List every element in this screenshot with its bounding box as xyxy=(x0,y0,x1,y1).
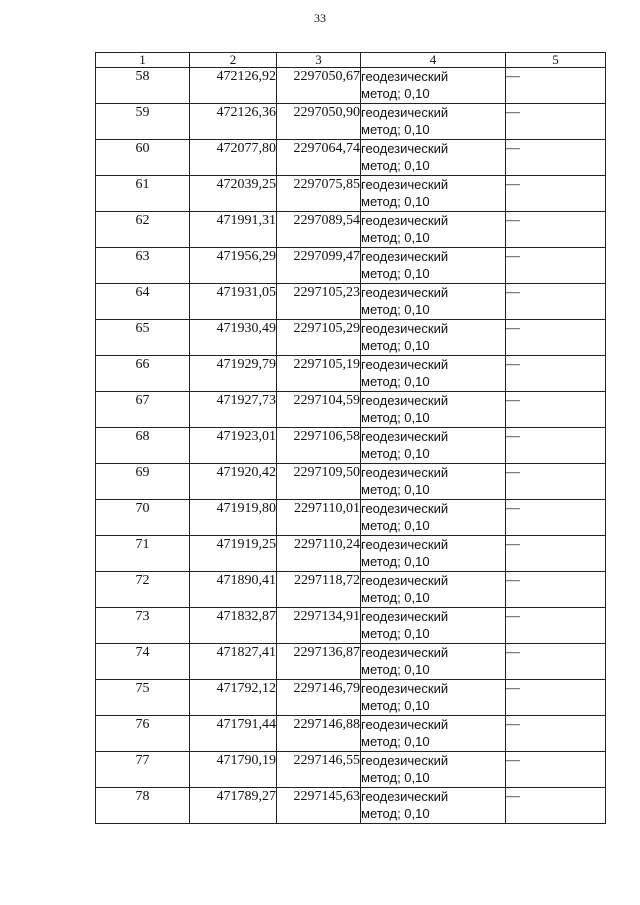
method-line-2: метод; 0,10 xyxy=(361,554,430,569)
table-row xyxy=(96,248,606,284)
table-row xyxy=(96,104,606,140)
table-row xyxy=(96,284,606,320)
x-coordinate-cell: 471791,44 xyxy=(190,716,277,752)
method-line-1: геодезический xyxy=(361,465,449,480)
point-number-cell: 63 xyxy=(96,248,190,284)
point-number-cell: 68 xyxy=(96,428,190,464)
y-coordinate-cell: 2297136,87 xyxy=(277,644,361,680)
method-line-1: геодезический xyxy=(361,69,449,84)
method-line-2: метод; 0,10 xyxy=(361,698,430,713)
note-cell: — xyxy=(506,464,606,500)
x-coordinate-cell: 471956,29 xyxy=(190,248,277,284)
y-coordinate-cell: 2297118,72 xyxy=(277,572,361,608)
note-cell: — xyxy=(506,680,606,716)
method-cell xyxy=(361,608,506,644)
y-coordinate-cell: 2297075,85 xyxy=(277,176,361,212)
method-line-1: геодезический xyxy=(361,717,449,732)
method-cell xyxy=(361,140,506,176)
note-cell: — xyxy=(506,284,606,320)
table-row xyxy=(96,176,606,212)
table-row xyxy=(96,572,606,608)
point-number-cell: 69 xyxy=(96,464,190,500)
y-coordinate-cell: 2297146,79 xyxy=(277,680,361,716)
method-cell xyxy=(361,572,506,608)
table-row xyxy=(96,140,606,176)
x-coordinate-cell: 471930,49 xyxy=(190,320,277,356)
method-line-1: геодезический xyxy=(361,573,449,588)
method-line-1: геодезический xyxy=(361,429,449,444)
y-coordinate-cell: 2297134,91 xyxy=(277,608,361,644)
y-coordinate-cell: 2297146,88 xyxy=(277,716,361,752)
table-row xyxy=(96,320,606,356)
table-row xyxy=(96,608,606,644)
point-number-cell: 74 xyxy=(96,644,190,680)
method-cell xyxy=(361,248,506,284)
method-cell xyxy=(361,788,506,824)
header-cell-5: 5 xyxy=(506,53,606,68)
point-number-cell: 67 xyxy=(96,392,190,428)
method-cell xyxy=(361,644,506,680)
y-coordinate-cell: 2297089,54 xyxy=(277,212,361,248)
method-line-2: метод; 0,10 xyxy=(361,122,430,137)
method-line-2: метод; 0,10 xyxy=(361,446,430,461)
y-coordinate-cell: 2297106,58 xyxy=(277,428,361,464)
point-number-cell: 65 xyxy=(96,320,190,356)
table-row xyxy=(96,788,606,824)
method-line-2: метод; 0,10 xyxy=(361,734,430,749)
point-number-cell: 71 xyxy=(96,536,190,572)
method-line-2: метод; 0,10 xyxy=(361,806,430,821)
method-line-2: метод; 0,10 xyxy=(361,410,430,425)
method-line-2: метод; 0,10 xyxy=(361,302,430,317)
note-cell: — xyxy=(506,536,606,572)
method-cell xyxy=(361,104,506,140)
y-coordinate-cell: 2297105,19 xyxy=(277,356,361,392)
point-number-cell: 77 xyxy=(96,752,190,788)
x-coordinate-cell: 471927,73 xyxy=(190,392,277,428)
x-coordinate-cell: 471890,41 xyxy=(190,572,277,608)
method-line-2: метод; 0,10 xyxy=(361,230,430,245)
method-cell xyxy=(361,536,506,572)
point-number-cell: 70 xyxy=(96,500,190,536)
x-coordinate-cell: 472077,80 xyxy=(190,140,277,176)
method-line-2: метод; 0,10 xyxy=(361,518,430,533)
method-line-1: геодезический xyxy=(361,609,449,624)
x-coordinate-cell: 471832,87 xyxy=(190,608,277,644)
note-cell: — xyxy=(506,428,606,464)
header-row xyxy=(96,53,606,68)
note-cell: — xyxy=(506,392,606,428)
x-coordinate-cell: 472126,92 xyxy=(190,68,277,104)
method-cell xyxy=(361,464,506,500)
point-number-cell: 64 xyxy=(96,284,190,320)
method-line-1: геодезический xyxy=(361,249,449,264)
y-coordinate-cell: 2297064,74 xyxy=(277,140,361,176)
table-row xyxy=(96,716,606,752)
table-row xyxy=(96,464,606,500)
note-cell: — xyxy=(506,320,606,356)
method-line-2: метод; 0,10 xyxy=(361,770,430,785)
method-line-2: метод; 0,10 xyxy=(361,158,430,173)
method-line-1: геодезический xyxy=(361,105,449,120)
point-number-cell: 61 xyxy=(96,176,190,212)
header-cell-3: 3 xyxy=(277,53,361,68)
x-coordinate-cell: 471929,79 xyxy=(190,356,277,392)
x-coordinate-cell: 471931,05 xyxy=(190,284,277,320)
note-cell: — xyxy=(506,752,606,788)
method-cell xyxy=(361,284,506,320)
method-cell xyxy=(361,752,506,788)
method-cell xyxy=(361,680,506,716)
y-coordinate-cell: 2297109,50 xyxy=(277,464,361,500)
method-line-1: геодезический xyxy=(361,321,449,336)
note-cell: — xyxy=(506,500,606,536)
method-line-2: метод; 0,10 xyxy=(361,374,430,389)
point-number-cell: 59 xyxy=(96,104,190,140)
method-line-2: метод; 0,10 xyxy=(361,194,430,209)
method-cell xyxy=(361,716,506,752)
y-coordinate-cell: 2297145,63 xyxy=(277,788,361,824)
x-coordinate-cell: 472039,25 xyxy=(190,176,277,212)
x-coordinate-cell: 471789,27 xyxy=(190,788,277,824)
method-line-2: метод; 0,10 xyxy=(361,482,430,497)
note-cell: — xyxy=(506,644,606,680)
page-number: 33 xyxy=(314,11,326,25)
y-coordinate-cell: 2297050,90 xyxy=(277,104,361,140)
point-number-cell: 58 xyxy=(96,68,190,104)
y-coordinate-cell: 2297110,01 xyxy=(277,500,361,536)
note-cell: — xyxy=(506,356,606,392)
x-coordinate-cell: 471991,31 xyxy=(190,212,277,248)
method-line-1: геодезический xyxy=(361,789,449,804)
note-cell: — xyxy=(506,212,606,248)
y-coordinate-cell: 2297050,67 xyxy=(277,68,361,104)
point-number-cell: 78 xyxy=(96,788,190,824)
x-coordinate-cell: 471919,25 xyxy=(190,536,277,572)
method-cell xyxy=(361,356,506,392)
method-cell xyxy=(361,320,506,356)
table-row xyxy=(96,680,606,716)
table-row xyxy=(96,356,606,392)
table-body xyxy=(96,68,606,824)
table-row xyxy=(96,500,606,536)
x-coordinate-cell: 471827,41 xyxy=(190,644,277,680)
x-coordinate-cell: 471792,12 xyxy=(190,680,277,716)
method-cell xyxy=(361,392,506,428)
table-row xyxy=(96,392,606,428)
method-line-2: метод; 0,10 xyxy=(361,662,430,677)
method-line-2: метод; 0,10 xyxy=(361,626,430,641)
x-coordinate-cell: 471919,80 xyxy=(190,500,277,536)
header-cell-4: 4 xyxy=(361,53,506,68)
point-number-cell: 75 xyxy=(96,680,190,716)
method-line-1: геодезический xyxy=(361,681,449,696)
note-cell: — xyxy=(506,68,606,104)
method-line-1: геодезический xyxy=(361,753,449,768)
table-row xyxy=(96,536,606,572)
method-line-2: метод; 0,10 xyxy=(361,590,430,605)
point-number-cell: 72 xyxy=(96,572,190,608)
point-number-cell: 66 xyxy=(96,356,190,392)
y-coordinate-cell: 2297105,29 xyxy=(277,320,361,356)
point-number-cell: 60 xyxy=(96,140,190,176)
method-line-1: геодезический xyxy=(361,141,449,156)
y-coordinate-cell: 2297110,24 xyxy=(277,536,361,572)
table-row xyxy=(96,212,606,248)
note-cell: — xyxy=(506,788,606,824)
note-cell: — xyxy=(506,572,606,608)
header-cell-1: 1 xyxy=(96,53,190,68)
method-cell xyxy=(361,500,506,536)
method-line-1: геодезический xyxy=(361,537,449,552)
point-number-cell: 62 xyxy=(96,212,190,248)
header-cell-2: 2 xyxy=(190,53,277,68)
y-coordinate-cell: 2297146,55 xyxy=(277,752,361,788)
method-line-2: метод; 0,10 xyxy=(361,266,430,281)
x-coordinate-cell: 471920,42 xyxy=(190,464,277,500)
note-cell: — xyxy=(506,608,606,644)
method-line-2: метод; 0,10 xyxy=(361,86,430,101)
x-coordinate-cell: 472126,36 xyxy=(190,104,277,140)
method-line-1: геодезический xyxy=(361,357,449,372)
y-coordinate-cell: 2297099,47 xyxy=(277,248,361,284)
note-cell: — xyxy=(506,176,606,212)
method-cell xyxy=(361,212,506,248)
y-coordinate-cell: 2297105,23 xyxy=(277,284,361,320)
note-cell: — xyxy=(506,104,606,140)
table-row xyxy=(96,644,606,680)
table-header xyxy=(96,53,606,68)
method-line-1: геодезический xyxy=(361,501,449,516)
table-row xyxy=(96,752,606,788)
y-coordinate-cell: 2297104,59 xyxy=(277,392,361,428)
method-line-1: геодезический xyxy=(361,213,449,228)
table-row xyxy=(96,68,606,104)
method-line-1: геодезический xyxy=(361,285,449,300)
x-coordinate-cell: 471923,01 xyxy=(190,428,277,464)
note-cell: — xyxy=(506,716,606,752)
coordinates-table xyxy=(95,52,606,824)
point-number-cell: 76 xyxy=(96,716,190,752)
method-line-1: геодезический xyxy=(361,645,449,660)
method-cell xyxy=(361,176,506,212)
method-line-1: геодезический xyxy=(361,177,449,192)
x-coordinate-cell: 471790,19 xyxy=(190,752,277,788)
method-line-2: метод; 0,10 xyxy=(361,338,430,353)
method-line-1: геодезический xyxy=(361,393,449,408)
note-cell: — xyxy=(506,248,606,284)
method-cell xyxy=(361,68,506,104)
table-row xyxy=(96,428,606,464)
note-cell: — xyxy=(506,140,606,176)
method-cell xyxy=(361,428,506,464)
point-number-cell: 73 xyxy=(96,608,190,644)
